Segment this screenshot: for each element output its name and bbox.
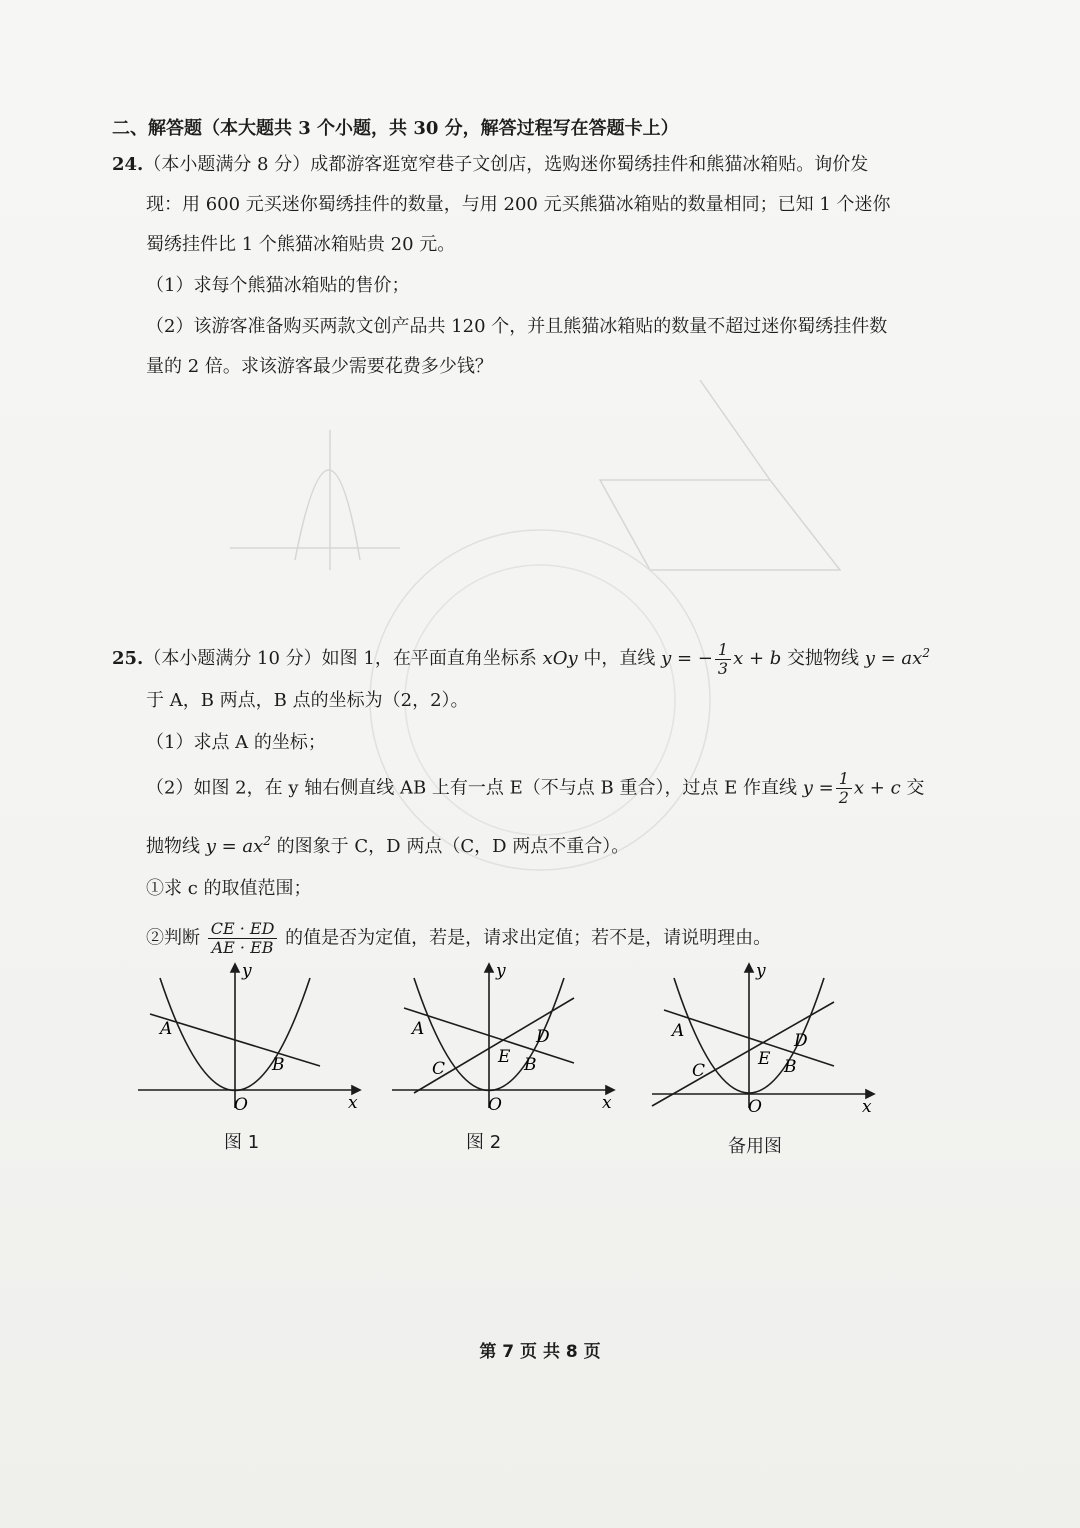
x-label: x [348, 1093, 358, 1113]
origin-label: O [488, 1095, 502, 1115]
q25-number: 25. [112, 648, 144, 669]
q25-sub1: ①求 c 的取值范围； [146, 878, 312, 899]
x-label: x [602, 1093, 612, 1113]
ratio-fraction [208, 920, 278, 957]
q24-intro: （本小题满分 8 分）成都游客逛宽窄巷子文创店，选购迷你蜀绣挂件和熊猫冰箱贴。询价发 [143, 154, 869, 175]
q25-line1 [112, 640, 930, 678]
frac-den: 3 [717, 658, 729, 678]
figure-backup [644, 958, 884, 1118]
origin-label: O [234, 1095, 248, 1115]
q25-intro: （本小题满分 10 分）如图 1，在平面直角坐标系 [143, 648, 543, 669]
q24-part2-a: （2）该游客准备购买两款文创产品共 120 个，并且熊猫冰箱贴的数量不超过迷你蜀绣挂件数 [146, 316, 888, 337]
q24-line1 [112, 152, 868, 178]
q25-part2-text: （2）如图 2，在 y 轴右侧直线 AB 上有一点 E（不与点 B 重合），过点 E 作直线 [146, 777, 803, 799]
fraction-one-half [836, 770, 852, 807]
y-label: y [756, 961, 766, 981]
frac-num: 1 [715, 641, 731, 660]
point-a-label: A [160, 1019, 173, 1039]
q25-part2-a [146, 770, 924, 807]
point-d-label: D [794, 1031, 808, 1051]
q25-part1: （1）求点 A 的坐标； [146, 732, 326, 753]
coord-system: xOy [542, 648, 578, 669]
line-cd [652, 1002, 834, 1106]
y-label: y [242, 961, 252, 981]
point-d-label: D [536, 1027, 550, 1047]
q24-line3: 蜀绣挂件比 1 个熊猫冰箱贴贵 20 元。 [146, 234, 456, 255]
y-label: y [496, 961, 506, 981]
line2-eq-rhs: x + c [853, 777, 901, 799]
figure-backup-caption: 备用图 [728, 1136, 782, 1157]
parabola-eq-inline: y = ax [205, 836, 264, 857]
q24-number: 24. [112, 154, 144, 175]
q25-part2-end: 交 [900, 777, 925, 799]
q25-part2b-post: 的图象于 C，D 两点（C，D 两点不重合）。 [270, 836, 630, 857]
ratio-den: AE · EB [211, 938, 274, 957]
y-arrow-icon [231, 964, 239, 972]
frac-num: 1 [836, 770, 852, 789]
frac-den: 2 [838, 788, 849, 807]
parabola-eq: y = ax [864, 648, 923, 669]
q25-line2: 于 A，B 两点，B 点的坐标为（2，2）。 [146, 690, 469, 711]
q25-intro-mid: 中，直线 [577, 648, 662, 669]
q24-part2-b: 量的 2 倍。求该游客最少需要花费多少钱？ [146, 356, 493, 377]
figure-1 [130, 958, 370, 1118]
q25-sub2-pre: ②判断 [146, 927, 206, 949]
parabola-exp-inline: 2 [263, 834, 271, 848]
point-b-label: B [524, 1055, 537, 1075]
x-label: x [862, 1097, 872, 1117]
q24-line2: 现：用 600 元买迷你蜀绣挂件的数量，与用 200 元买熊猫冰箱贴的数量相同；已知 1 个迷你 [146, 194, 891, 215]
figure-1-caption: 图 1 [224, 1132, 260, 1153]
q25-part2b-pre: 抛物线 [146, 836, 206, 857]
figure-2 [384, 958, 624, 1118]
point-e-label: E [758, 1049, 771, 1069]
point-a-label: A [412, 1019, 425, 1039]
point-b-label: B [784, 1057, 797, 1077]
q25-intro-end: 交抛物线 [781, 648, 865, 669]
point-b-label: B [272, 1055, 285, 1075]
parabola-exp: 2 [922, 646, 930, 660]
line-eq-rhs: x + b [733, 648, 782, 669]
section-header: 二、解答题（本大题共 3 个小题，共 30 分，解答过程写在答题卡上） [112, 118, 679, 139]
page-footer: 第 7 页 共 8 页 [479, 1342, 601, 1362]
point-e-label: E [498, 1047, 511, 1067]
line2-eq-lhs: y = [802, 777, 834, 799]
point-c-label: C [432, 1059, 446, 1079]
y-arrow-icon [745, 964, 753, 972]
q24-part1: （1）求每个熊猫冰箱贴的售价； [146, 275, 410, 296]
q25-part2-b [146, 828, 629, 860]
line-eq-lhs: y = − [661, 648, 713, 669]
q25-sub2-post: 的值是否为定值，若是，请求出定值；若不是，请说明理由。 [279, 927, 772, 949]
figure-2-caption: 图 2 [466, 1132, 502, 1153]
ratio-num: CE · ED [208, 920, 278, 939]
point-c-label: C [692, 1061, 706, 1081]
origin-label: O [748, 1097, 762, 1117]
point-a-label: A [672, 1021, 685, 1041]
q25-sub2 [146, 920, 771, 957]
fraction-one-third [715, 641, 731, 678]
y-arrow-icon [485, 964, 493, 972]
